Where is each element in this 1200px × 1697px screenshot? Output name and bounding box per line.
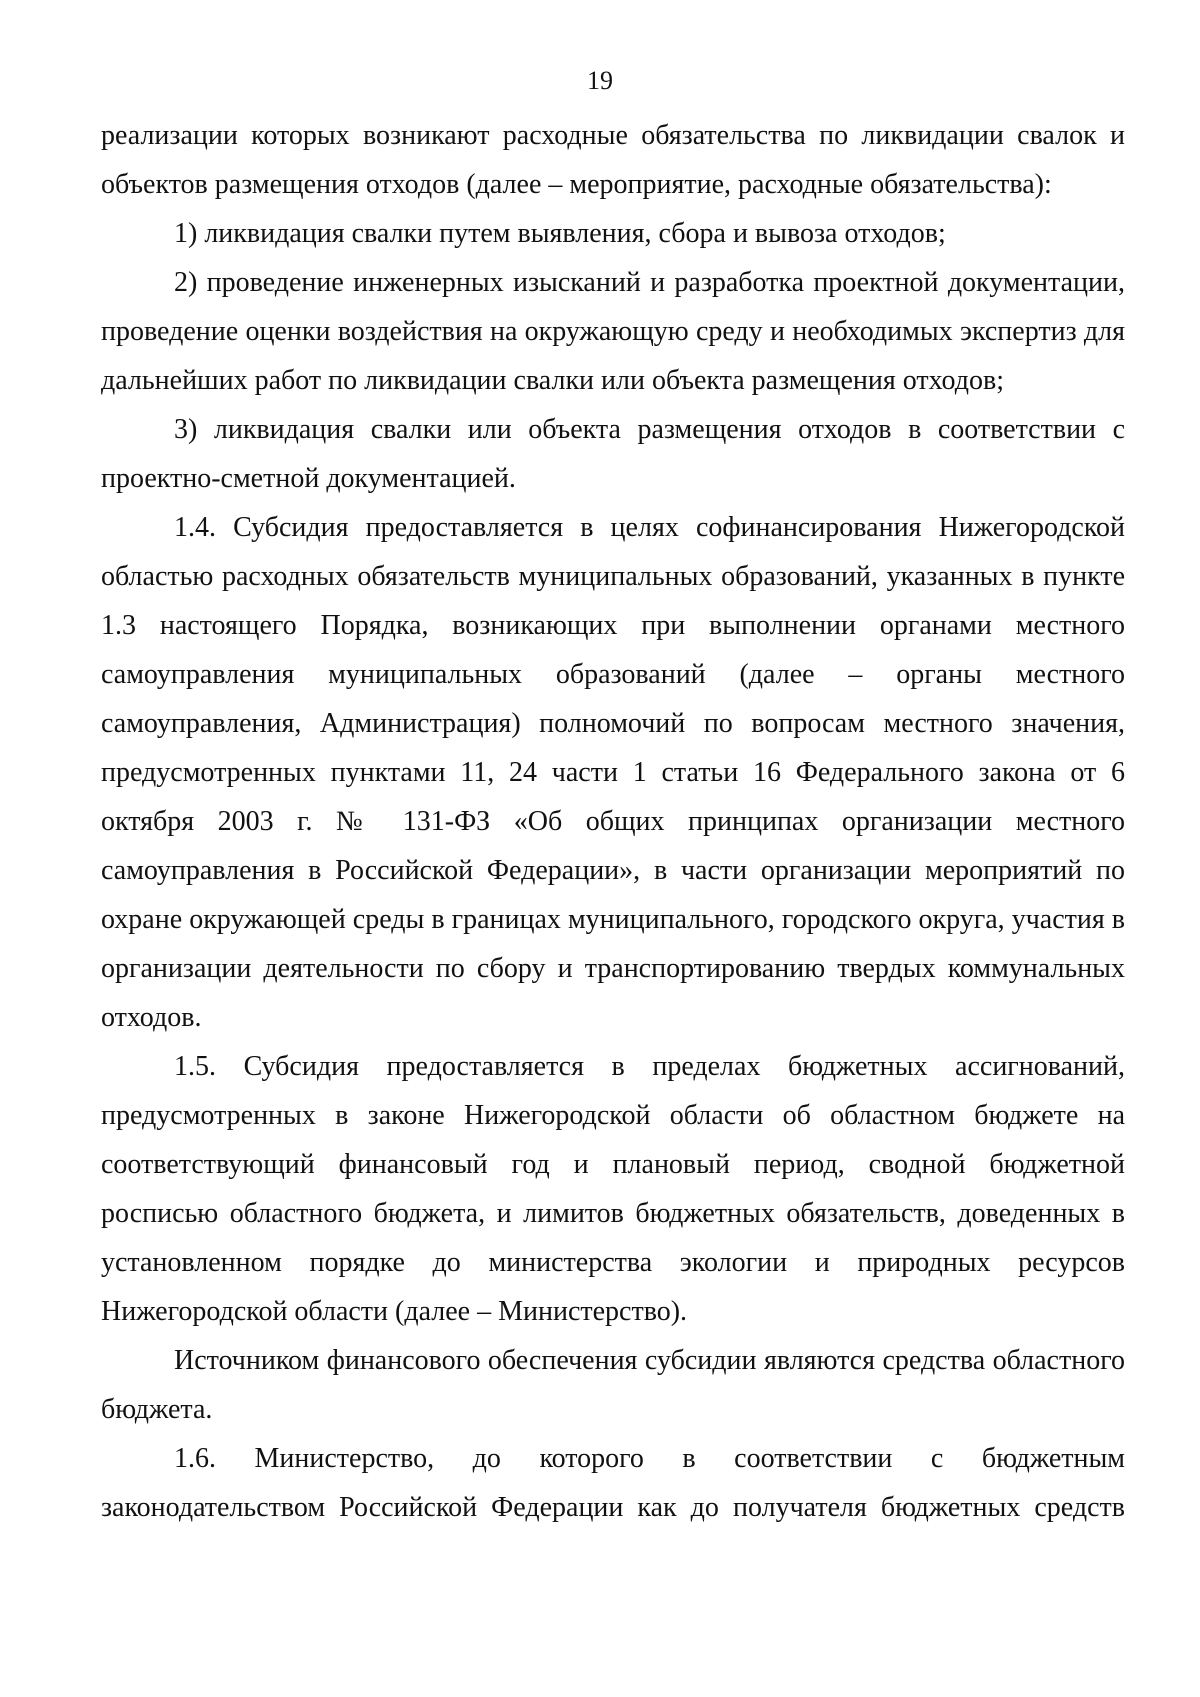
paragraph-clause-1-5: 1.5. Субсидия предоставляется в пределах бюджетных ассигнований, предусмотренных в законе Нижегородской области об областном бюджете на соответствующий финансовый год и плановый период, сводной бюджетной росписью областного бюджета, и лимитов бюджетных обязательств, доведенных в установленном порядке до министерства экологии и природных ресурсов Нижегородской области (далее – Министерство). [101, 1051, 1125, 1327]
paragraph-clause-1-4: 1.4. Субсидия предоставляется в целях софинансирования Нижегородской областью расходных обязательств муниципальных образований, указанных в пункте 1.3 настоящего Порядка, возникающих при выполнении органами местного самоуправления муниципальных образований (далее – органы местного самоуправления, Администрация) полномочий по вопросам местного значения, предусмотренных пунктами 11, 24 части 1 статьи 16 Федерального закона от 6 октября 2003 г. № 131-ФЗ «Об общих принципах организации местного самоуправления в Российской Федерации», в части организации мероприятий по охране окружающей среды в границах муниципального, городского округа, участия в организации деятельности по сбору и транспортированию твердых коммунальных отходов. [101, 512, 1125, 1033]
paragraph-item-2: 2) проведение инженерных изысканий и разработка проектной документации, проведение оценки воздействия на окружающую среду и необходимых экспертиз для дальнейших работ по ликвидации свалки или объекта размещения отходов; [101, 267, 1125, 396]
paragraph-continuation: реализации которых возникают расходные обязательства по ликвидации свалок и объектов размещения отходов (далее – мероприятие, расходные обязательства): [101, 120, 1125, 200]
paragraph-item-3: 3) ликвидация свалки или объекта размещения отходов в соответствии с проектно-сметной документацией. [101, 414, 1125, 494]
paragraph-funding-source: Источником финансового обеспечения субсидии являются средства областного бюджета. [101, 1345, 1125, 1425]
paragraph-item-1: 1) ликвидация свалки путем выявления, сбора и вывоза отходов; [174, 218, 946, 249]
paragraph-clause-1-6: 1.6. Министерство, до которого в соответствии с бюджетным законодательством Российской Федерации как до получателя бюджетных средств [101, 1443, 1125, 1523]
document-body [101, 111, 1125, 1532]
page-number: 19 [587, 66, 613, 95]
